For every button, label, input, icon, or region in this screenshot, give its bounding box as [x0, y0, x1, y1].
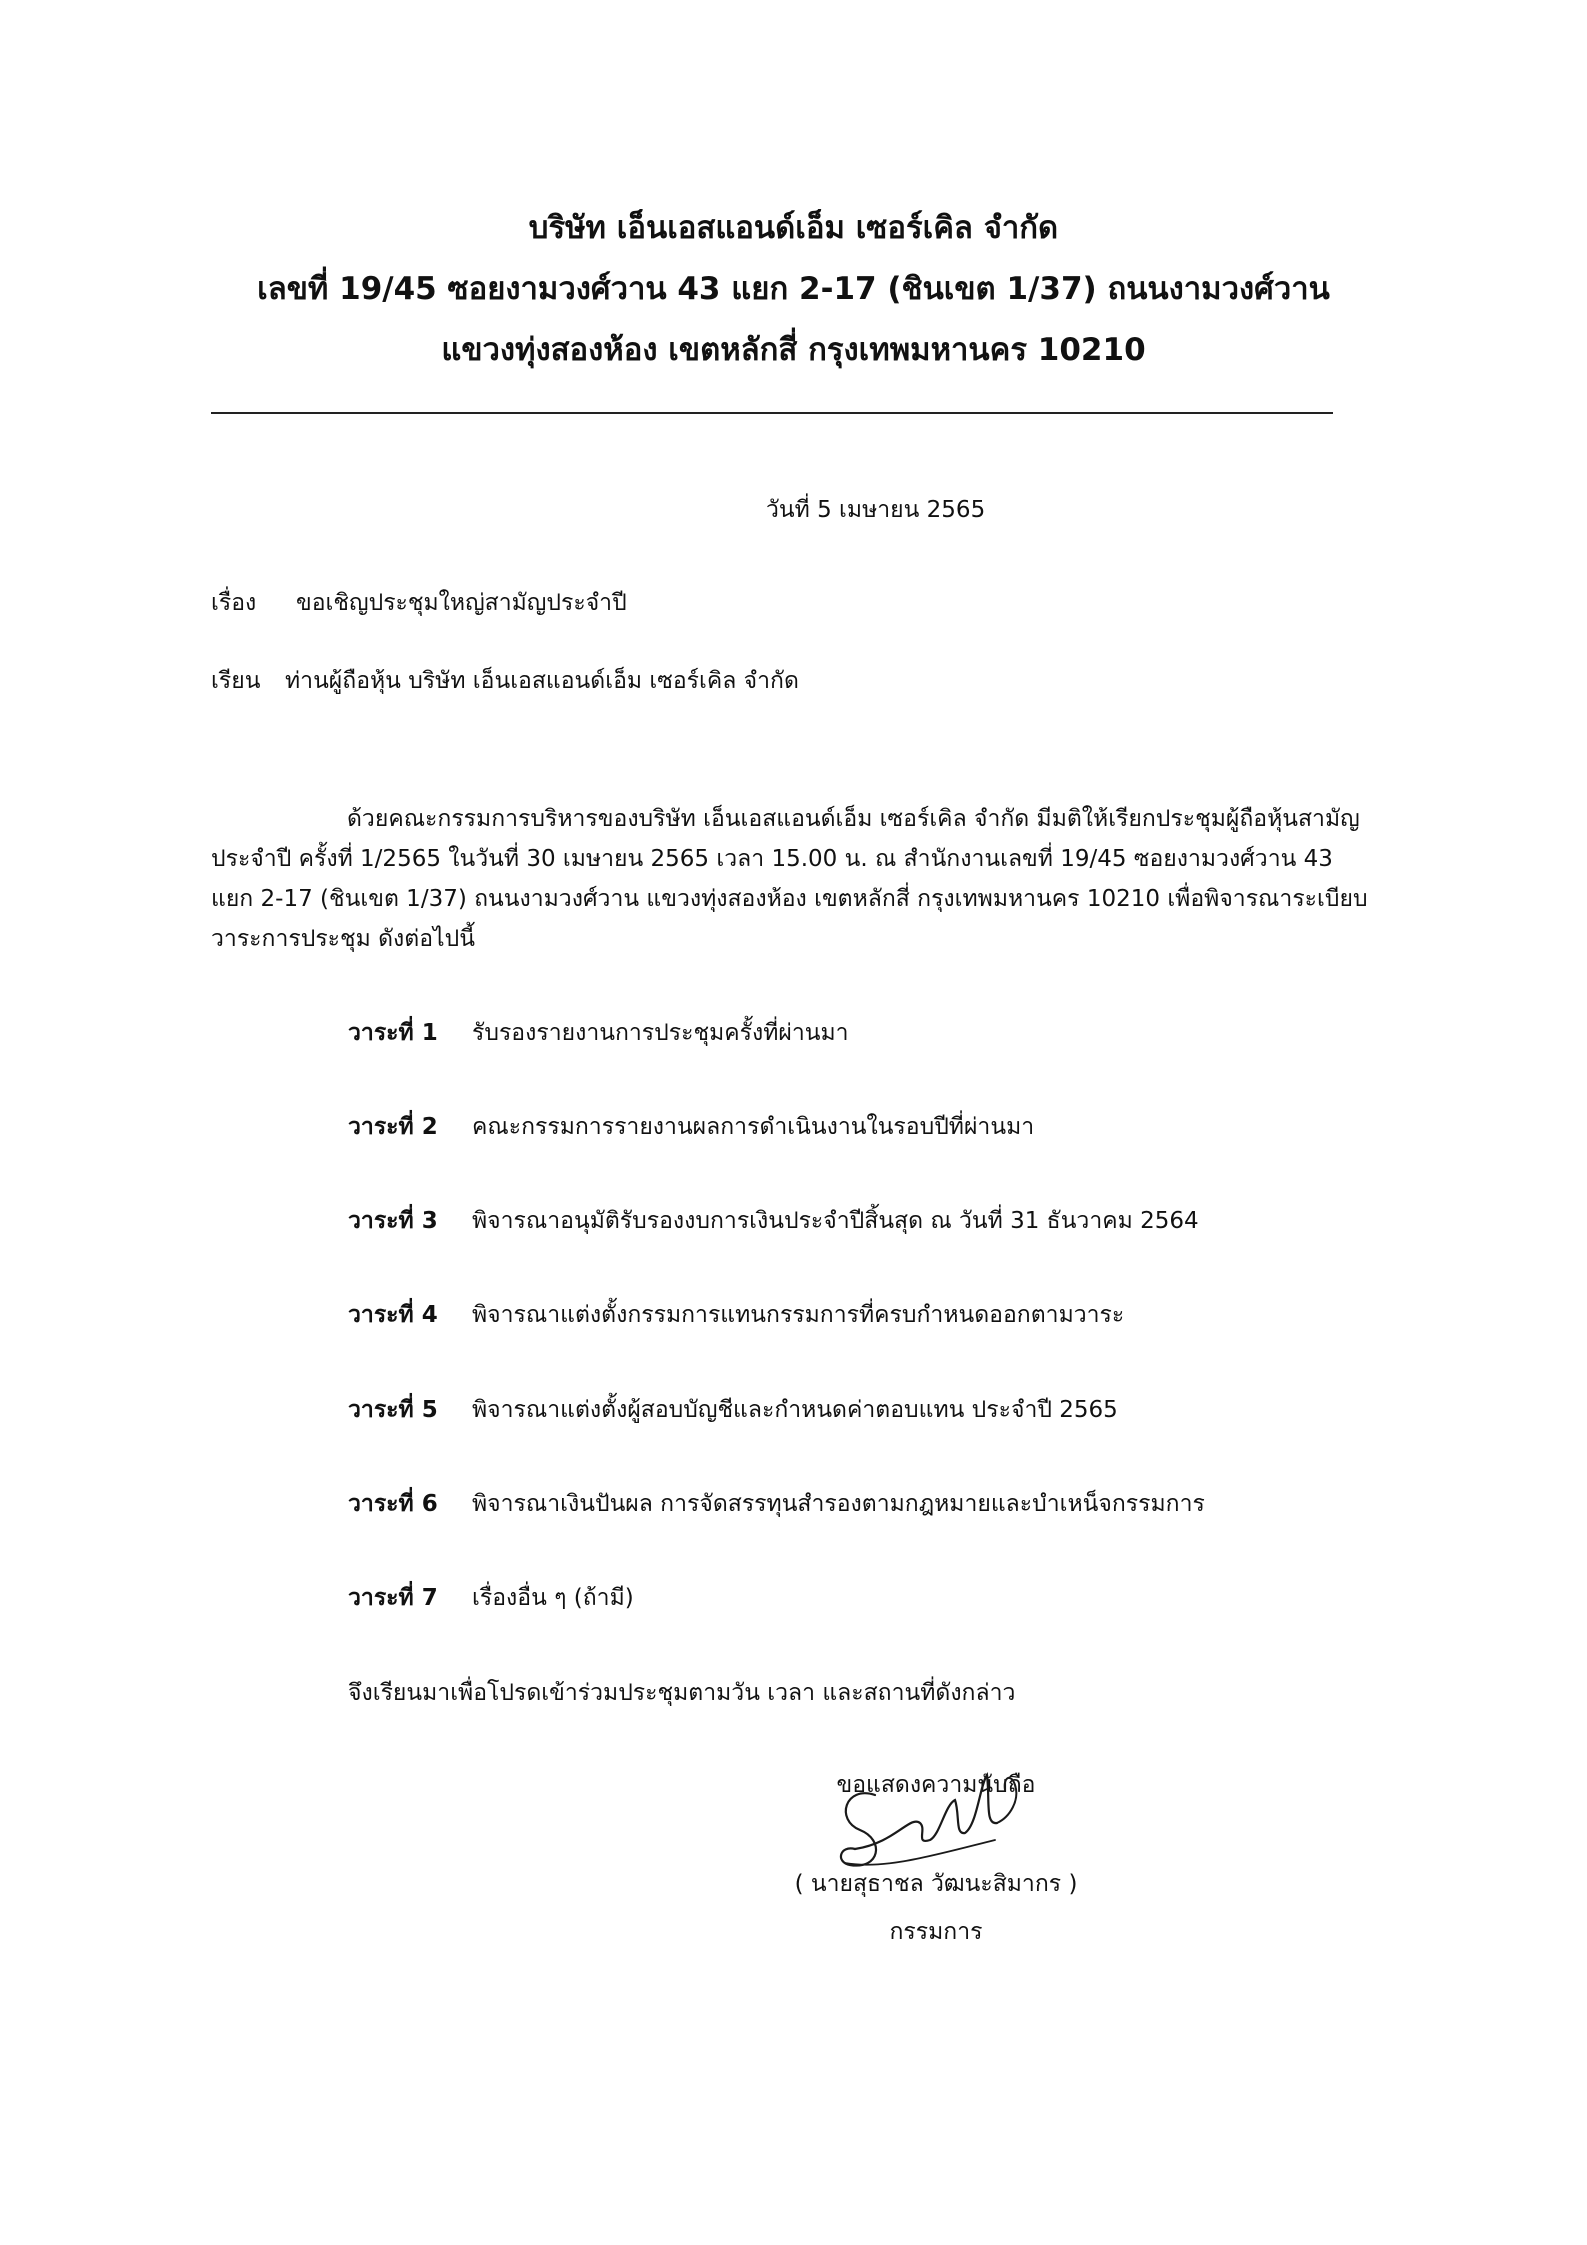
intro-line-3: แยก 2-17 (ชินเขต 1/37) ถนนงามวงศ์วาน แขวงทุ่งสองห้อง เขตหลักสี่ กรุงเทพมหานคร 10210 เพื่อพิจารณาระเบียบ — [211, 886, 1368, 912]
intro-line-4: วาระการประชุม ดังต่อไปนี้ — [211, 926, 475, 952]
recipient-text: ท่านผู้ถือหุ้น บริษัท เอ็นเอสแอนด์เอ็ม เซอร์เคิล จำกัด — [285, 668, 799, 694]
signature-title: กรรมการ — [889, 1919, 983, 1945]
agenda-text-7: เรื่องอื่น ๆ (ถ้ามี) — [472, 1585, 634, 1611]
subject-label: เรื่อง — [211, 590, 257, 616]
agenda-text-2: คณะกรรมการรายงานผลการดำเนินงานในรอบปีที่ผ่านมา — [472, 1114, 1035, 1140]
agenda-label-6: วาระที่ 6 — [348, 1491, 438, 1517]
agenda-label-2: วาระที่ 2 — [348, 1114, 438, 1140]
agenda-label-7: วาระที่ 7 — [348, 1585, 438, 1611]
agenda-text-1: รับรองรายงานการประชุมครั้งที่ผ่านมา — [472, 1020, 849, 1046]
agenda-label-1: วาระที่ 1 — [348, 1020, 438, 1046]
closing-line: จึงเรียนมาเพื่อโปรดเข้าร่วมประชุมตามวัน เวลา และสถานที่ดังกล่าว — [348, 1680, 1016, 1706]
signature-name: ( นายสุธาชล วัฒนะสิมากร ) — [794, 1871, 1078, 1897]
agenda-label-3: วาระที่ 3 — [348, 1208, 438, 1234]
agenda-text-5: พิจารณาแต่งตั้งผู้สอบบัญชีและกำหนดค่าตอบแทน ประจำปี 2565 — [472, 1397, 1118, 1423]
header-divider — [211, 412, 1333, 414]
intro-line-2: ประจำปี ครั้งที่ 1/2565 ในวันที่ 30 เมษายน 2565 เวลา 15.00 น. ณ สำนักงานเลขที่ 19/45 ซอยงามวงศ์วาน 43 — [211, 846, 1333, 872]
letter-date: วันที่ 5 เมษายน 2565 — [766, 497, 986, 523]
signature-salutation: ขอแสดงความนับถือ — [836, 1772, 1036, 1798]
intro-line-1: ด้วยคณะกรรมการบริหารของบริษัท เอ็นเอสแอนด์เอ็ม เซอร์เคิล จำกัด มีมติให้เรียกประชุมผู้ถือหุ้นสามัญ — [347, 806, 1360, 832]
agenda-text-6: พิจารณาเงินปันผล การจัดสรรทุนสำรองตามกฎหมายและบำเหน็จกรรมการ — [472, 1491, 1205, 1517]
company-name: บริษัท เอ็นเอสแอนด์เอ็ม เซอร์เคิล จำกัด — [528, 210, 1059, 246]
agenda-text-3: พิจารณาอนุมัติรับรองงบการเงินประจำปีสิ้นสุด ณ วันที่ 31 ธันวาคม 2564 — [472, 1208, 1199, 1234]
recipient-label: เรียน — [211, 668, 261, 694]
agenda-label-4: วาระที่ 4 — [348, 1302, 438, 1328]
address-line-1: เลขที่ 19/45 ซอยงามวงศ์วาน 43 แยก 2-17 (ชินเขต 1/37) ถนนงามวงศ์วาน — [257, 271, 1330, 307]
agenda-label-5: วาระที่ 5 — [348, 1397, 438, 1423]
subject-text: ขอเชิญประชุมใหญ่สามัญประจำปี — [296, 590, 627, 616]
agenda-text-4: พิจารณาแต่งตั้งกรรมการแทนกรรมการที่ครบกำหนดออกตามวาระ — [472, 1302, 1125, 1328]
address-line-2: แขวงทุ่งสองห้อง เขตหลักสี่ กรุงเทพมหานคร 10210 — [441, 332, 1146, 368]
